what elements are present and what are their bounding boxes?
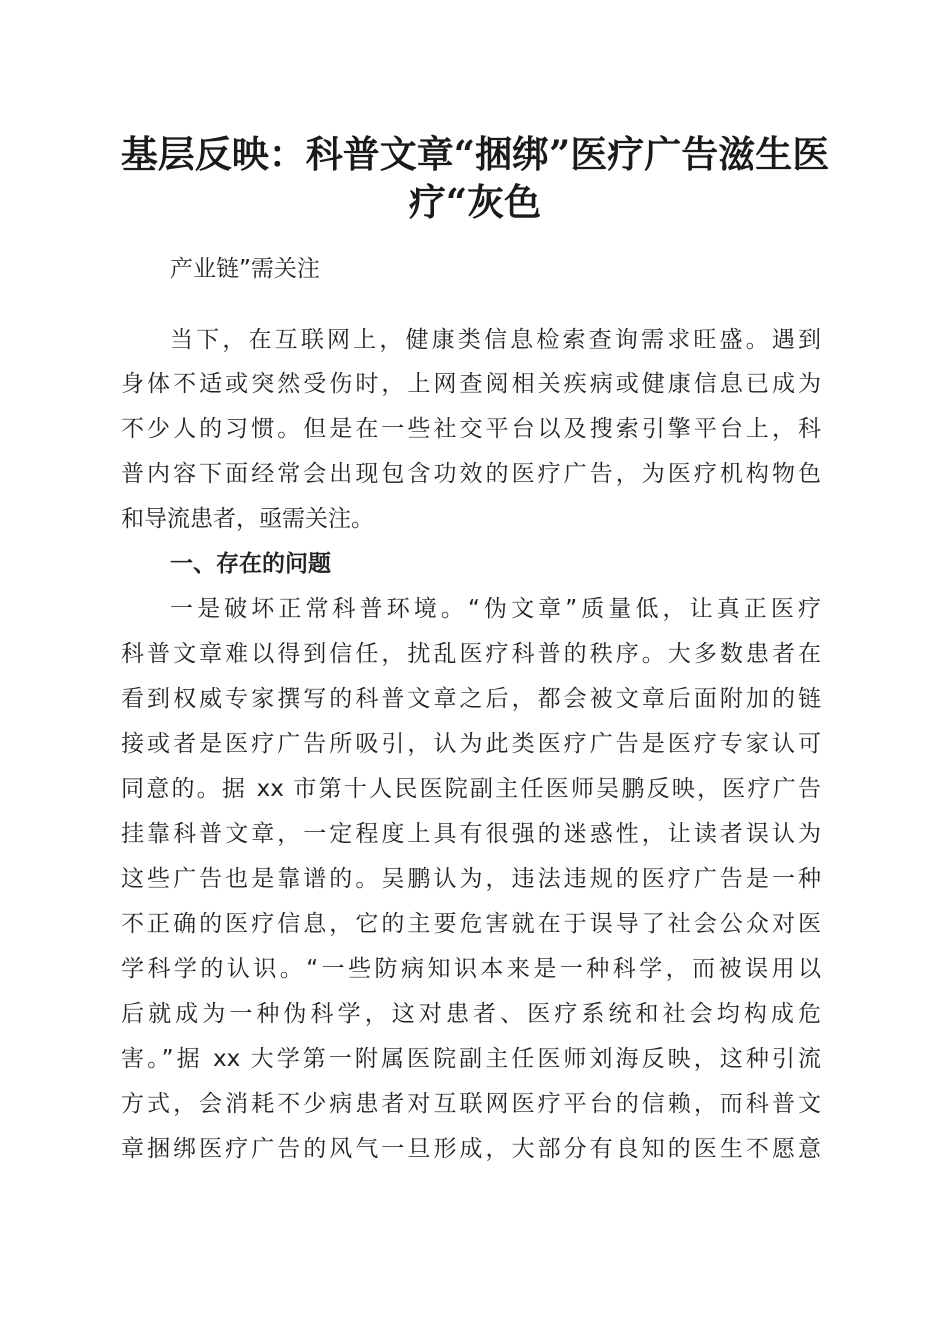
body-line: 方式，会消耗不少病患者对互联网医疗平台的信赖，而科普文 (121, 1091, 821, 1117)
section-heading: 一、存在的问题 (170, 551, 331, 577)
body-line: 后就成为一种伪科学，这对患者、医疗系统和社会均构成危 (121, 1001, 821, 1027)
body-line: 挂靠科普文章，一定程度上具有很强的迷惑性，让读者误认为 (121, 821, 821, 847)
body-line: 看到权威专家撰写的科普文章之后，都会被文章后面附加的链 (121, 686, 821, 712)
body-line: 学科学的认识。“一些防病知识本来是一种科学，而被误用以 (121, 956, 821, 982)
body-line: 接或者是医疗广告所吸引，认为此类医疗广告是医疗专家认可 (121, 731, 821, 757)
intro-line: 普内容下面经常会出现包含功效的医疗广告，为医疗机构物色 (121, 461, 821, 487)
intro-line: 身体不适或突然受伤时，上网查阅相关疾病或健康信息已成为 (121, 371, 821, 397)
body-line: 章捆绑医疗广告的风气一旦形成，大部分有良知的医生不愿意 (121, 1136, 821, 1162)
body-line: 同意的。据 xx 市第十人民医院副主任医师吴鹏反映，医疗广告 (121, 776, 821, 802)
body-line: 害。”据 xx 大学第一附属医院副主任医师刘海反映，这种引流 (121, 1046, 821, 1072)
body-line: 不正确的医疗信息，它的主要危害就在于误导了社会公众对医 (121, 911, 821, 937)
title-continuation: 产业链”需关注 (170, 256, 320, 282)
intro-line: 不少人的习惯。但是在一些社交平台以及搜索引擎平台上，科 (121, 416, 821, 442)
title-line-1: 基层反映：科普文章“捆绑”医疗广告滋生医 (120, 132, 830, 176)
body-line: 一是破坏正常科普环境。“伪文章”质量低，让真正医疗 (170, 596, 821, 622)
title-line-2: 疗“灰色 (408, 180, 542, 224)
intro-line: 当下，在互联网上，健康类信息检索查询需求旺盛。遇到 (170, 327, 821, 353)
document-title (100, 130, 850, 226)
body-line: 科普文章难以得到信任，扰乱医疗科普的秩序。大多数患者在 (121, 641, 821, 667)
intro-line: 和导流患者，亟需关注。 (121, 506, 374, 532)
body-line: 这些广告也是靠谱的。吴鹏认为，违法违规的医疗广告是一种 (121, 866, 821, 892)
